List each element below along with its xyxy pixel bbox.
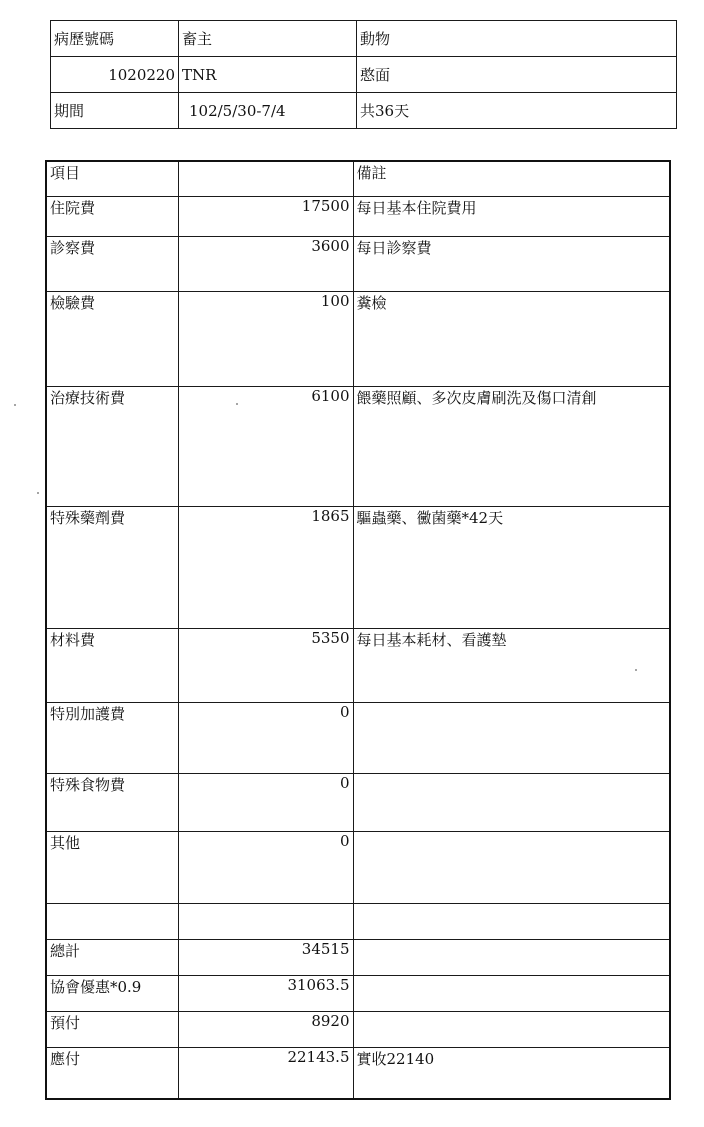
fee-amount: 0 bbox=[178, 702, 353, 773]
table-row bbox=[46, 702, 670, 773]
fee-amount bbox=[178, 903, 353, 939]
fee-item: 特別加護費 bbox=[46, 702, 178, 773]
table-row bbox=[46, 506, 670, 628]
fee-table bbox=[45, 160, 671, 1100]
fee-note bbox=[353, 1011, 670, 1047]
days-value: 共36天 bbox=[357, 93, 677, 129]
fee-amount: 22143.5 bbox=[178, 1047, 353, 1099]
owner-value: TNR bbox=[179, 57, 357, 93]
fee-amount: 31063.5 bbox=[178, 975, 353, 1011]
table-row bbox=[46, 975, 670, 1011]
period-value: 102/5/30-7/4 bbox=[179, 93, 357, 129]
fee-amount: 3600 bbox=[178, 236, 353, 291]
fee-note bbox=[353, 831, 670, 903]
record-no-value: 1020220 bbox=[51, 57, 179, 93]
table-row bbox=[46, 291, 670, 386]
fee-note bbox=[353, 939, 670, 975]
table-row bbox=[46, 831, 670, 903]
table-row bbox=[46, 236, 670, 291]
fee-item: 住院費 bbox=[46, 196, 178, 236]
fee-item: 總計 bbox=[46, 939, 178, 975]
fee-header-row bbox=[46, 161, 670, 196]
fee-item: 特殊藥劑費 bbox=[46, 506, 178, 628]
table-row bbox=[46, 628, 670, 702]
col-amount-header bbox=[178, 161, 353, 196]
table-row bbox=[46, 386, 670, 506]
scan-speck bbox=[236, 403, 238, 405]
fee-note: 驅蟲藥、黴菌藥*42天 bbox=[353, 506, 670, 628]
table-row bbox=[46, 773, 670, 831]
fee-amount: 34515 bbox=[178, 939, 353, 975]
fee-item bbox=[46, 903, 178, 939]
fee-item: 材料費 bbox=[46, 628, 178, 702]
fee-item: 治療技術費 bbox=[46, 386, 178, 506]
table-row bbox=[46, 196, 670, 236]
animal-value: 憨面 bbox=[357, 57, 677, 93]
record-no-label: 病歷號碼 bbox=[51, 21, 179, 57]
table-row bbox=[46, 903, 670, 939]
table-row bbox=[46, 1047, 670, 1099]
header-value-row bbox=[51, 57, 677, 93]
fee-amount: 8920 bbox=[178, 1011, 353, 1047]
fee-item: 其他 bbox=[46, 831, 178, 903]
period-label: 期間 bbox=[51, 93, 179, 129]
fee-item: 檢驗費 bbox=[46, 291, 178, 386]
fee-amount: 0 bbox=[178, 773, 353, 831]
fee-amount: 0 bbox=[178, 831, 353, 903]
record-header-table bbox=[50, 20, 677, 129]
fee-note: 每日基本耗材、看護墊 bbox=[353, 628, 670, 702]
fee-amount: 5350 bbox=[178, 628, 353, 702]
fee-note: 糞檢 bbox=[353, 291, 670, 386]
fee-note bbox=[353, 773, 670, 831]
fee-note bbox=[353, 903, 670, 939]
scan-speck bbox=[635, 669, 637, 671]
fee-note: 實收22140 bbox=[353, 1047, 670, 1099]
scan-speck bbox=[37, 492, 39, 494]
fee-item: 診察費 bbox=[46, 236, 178, 291]
fee-note bbox=[353, 702, 670, 773]
fee-amount: 6100 bbox=[178, 386, 353, 506]
period-row bbox=[51, 93, 677, 129]
fee-note bbox=[353, 975, 670, 1011]
animal-label: 動物 bbox=[357, 21, 677, 57]
scan-speck bbox=[14, 404, 16, 406]
header-label-row bbox=[51, 21, 677, 57]
fee-item: 協會優惠*0.9 bbox=[46, 975, 178, 1011]
fee-item: 應付 bbox=[46, 1047, 178, 1099]
table-row bbox=[46, 1011, 670, 1047]
fee-note: 餵藥照顧、多次皮膚刷洗及傷口清創 bbox=[353, 386, 670, 506]
table-row bbox=[46, 939, 670, 975]
owner-label: 畜主 bbox=[179, 21, 357, 57]
fee-amount: 100 bbox=[178, 291, 353, 386]
fee-item: 特殊食物費 bbox=[46, 773, 178, 831]
col-item-header: 項目 bbox=[46, 161, 178, 196]
fee-amount: 17500 bbox=[178, 196, 353, 236]
fee-note: 每日診察費 bbox=[353, 236, 670, 291]
fee-amount: 1865 bbox=[178, 506, 353, 628]
col-note-header: 備註 bbox=[353, 161, 670, 196]
fee-item: 預付 bbox=[46, 1011, 178, 1047]
fee-note: 每日基本住院費用 bbox=[353, 196, 670, 236]
